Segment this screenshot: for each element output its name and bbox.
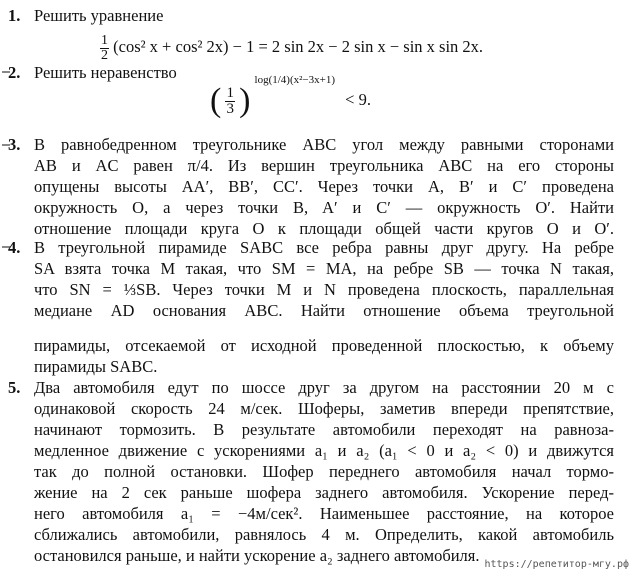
problem-5-line-3: начинают тормозить. В результате автомобили переходят на равноза- <box>34 420 614 439</box>
fraction-denominator: 2 <box>101 47 108 63</box>
base-numerator: 1 <box>226 84 234 101</box>
problem-5-line-5: так до полной остановки. Шофер переднего автомобиля начал тормо- <box>34 462 614 481</box>
problem-3-line-4: окружность O, а через точки B, A′ и C′ — окружность O′. Найти <box>34 198 614 217</box>
problem-2-inequality <box>210 73 510 130</box>
equation-body: (cos² x + cos² 2x) − 1 = 2 sin 2x − 2 sin x − sin x sin 2x. <box>113 37 484 56</box>
problem-3-line-2: AB и AC равен π/4. Из вершин треугольника ABC на его стороны <box>34 156 614 175</box>
problem-5-line-4: медленное движение с ускорениями a₁ и a₂ (a₁ < 0 и a₂ < 0) и движутся <box>34 441 614 460</box>
problem-4-line-2: SA взята точка M такая, что SM = MA, на ребре SB — точка N такая, <box>34 259 614 278</box>
problem-4-line-5: пирамиды, отсекаемой от исходной проведенной плоскостью, к объему <box>34 336 614 355</box>
problem-3-line-1: В равнобедренном треугольнике ABC угол между равными сторонами <box>34 135 614 154</box>
problem-5-line-9: остановился раньше, и найти ускорение a₂ заднего автомобиля. <box>34 546 480 565</box>
problem-1-line-1: Решить уравнение <box>34 6 164 25</box>
base-denominator: 3 <box>226 100 234 117</box>
problem-5-line-2: одинаковой скорость 24 м/сек. Шоферы, заметив впереди препятствие, <box>34 399 614 418</box>
problem-1-equation <box>100 30 620 64</box>
problem-4-number: 4. <box>8 238 21 257</box>
problem-5-line-8: сближались автомобили, равнялось 4 м. Определить, какой автомобиль <box>34 525 614 544</box>
problem-1-number: 1. <box>8 6 21 25</box>
fraction-numerator: 1 <box>101 32 108 48</box>
right-paren: ) <box>239 82 251 119</box>
problem-3-number: 3. <box>8 135 21 154</box>
problem-2-line-1: Решить неравенство <box>34 63 177 82</box>
base-fraction <box>225 86 235 117</box>
problem-3-line-5: отношение площади круга O к площади общей части кругов O и O′. <box>34 219 614 238</box>
problem-4-line-3: что SN = ⅓SB. Через точки M и N проведена плоскость, параллельная <box>34 280 614 299</box>
problem-5-line-6: жение на 2 сек раньше шофера заднего автомобиля. Ускорение перед- <box>34 483 614 502</box>
left-paren: ( <box>210 82 222 119</box>
exponent: log(1/4)(x²−3x+1) <box>254 73 336 86</box>
problem-4-line-4: медиане AD основания ABC. Найти отношение объема треугольной <box>34 301 614 320</box>
inequality-rhs: < 9. <box>345 89 371 109</box>
problem-5-line-1: Два автомобиля едут по шоссе друг за другом на расстоянии 20 м с <box>34 378 614 397</box>
watermark-url: https://репетитор-мгу.рф <box>484 559 629 570</box>
problem-4-line-6: пирамиды SABC. <box>34 357 158 376</box>
problem-5-number: 5. <box>8 378 21 397</box>
problem-5-line-7: него автомобиля a₁ = −4м/сек². Наименьшее расстояние, на которое <box>34 504 614 523</box>
problem-3-line-3: опущены высоты AA′, BB′, CC′. Через точки A, B′ и C′ проведена <box>34 177 614 196</box>
problem-4-line-1: В треугольной пирамиде SABC все ребра равны друг другу. На ребре <box>34 238 614 257</box>
problem-2-number: 2. <box>8 63 21 82</box>
equation-fraction <box>100 34 109 63</box>
